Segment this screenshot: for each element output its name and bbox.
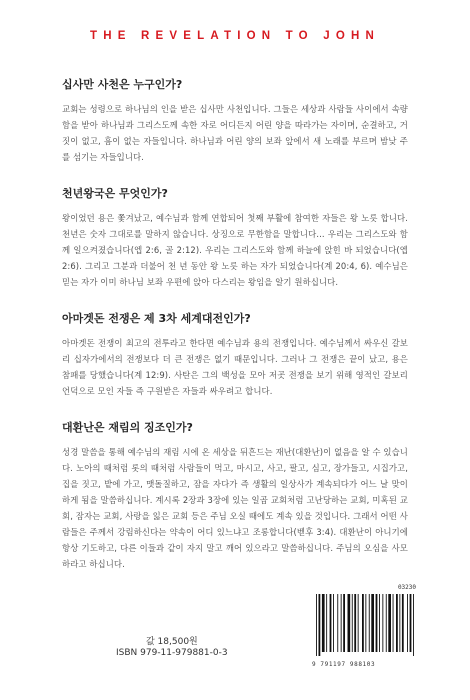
barcode bbox=[312, 586, 416, 668]
answer-paragraph: 왕이었던 용은 쫓겨났고, 예수님과 함께 연합되어 첫째 부활에 참여한 자들은 왕 노릇 합니다. 천년은 숫자 그대로를 말하지 않습니다. 상징으로 무한함을 말합니다… 우리는 그리스도와 함께 일으켜졌습니다(엡 2:6, 골 2:12). 우리는 그리스도와 함께 하늘에 앉힌 바 되었습니다(엡 2:6). 그리고 그분과 더불어 천 년 동안 왕 노릇 하는 자가 되었습니다(계 20:4, 6). 예수님은 믿는 자가 이미 하나님 보좌 우편에 앉아 다스리는 왕임을 알기 원하십니다. bbox=[62, 213, 408, 287]
barcode-addon-number: 03230 bbox=[397, 584, 416, 591]
question-heading: 천년왕국은 무엇인가? bbox=[62, 187, 168, 200]
qa-section-armageddon bbox=[62, 310, 408, 399]
answer-paragraph: 성경 말씀을 통해 예수님의 재림 시에 온 세상을 뒤흔드는 재난(대환난)이 없음을 알 수 있습니다. 노아의 때처럼 롯의 때처럼 사람들이 먹고, 마시고, 사고, 팔고, 심고, 장가들고, 시집가고, 집을 짓고, 밭에 가고, 맷돌질하고, 잠을 자다가 즉 생활의 일상사가 계속되다가 어느 날 맞이하게 됨을 말씀하십니다. 계시록 2장과 3장에 있는 일곱 교회처럼 고난당하는 교회, 미혹된 교회, 잠자는 교회, 사랑을 잃은 교회 등은 주님 오실 때에도 계속 있을 것입니다. 그래서 어떤 사람들은 주께서 강림하신다는 약속이 어디 있느냐고 조롱합니다(벧후 3:4). 대환난이 아니기에 항상 기도하고, 다른 이들과 같이 자지 말고 깨어 있으라고 말씀하십니다. 주님의 오심을 사모하라고 하십니다. bbox=[62, 447, 408, 569]
book-series-title: THE REVELATION TO JOHN bbox=[90, 30, 380, 42]
qa-section-144000 bbox=[62, 76, 408, 165]
qa-section-millennium bbox=[62, 185, 408, 290]
question-heading: 아마겟돈 전쟁은 제 3차 세계대전인가? bbox=[62, 312, 251, 325]
answer-paragraph: 교회는 성령으로 하나님의 인을 받은 십사만 사천입니다. 그들은 세상과 사람들 사이에서 속량함을 받아 하나님과 그리스도께 속한 자로 어디든지 어린 양을 따라가는 자이며, 순결하고, 거짓이 없고, 흠이 없는 자들입니다. 하나님과 어린 양의 보좌 앞에서 새 노래를 부르며 밤낮 주를 섬기는 자들입니다. bbox=[62, 104, 408, 162]
answer-paragraph: 아마겟돈 전쟁이 최고의 전투라고 한다면 예수님과 용의 전쟁입니다. 예수님께서 싸우신 갈보리 십자가에서의 전쟁보다 더 큰 전쟁은 없기 때문입니다. 그러나 그 전쟁은 끝이 났고, 용은 참패를 당했습니다(계 12:9). 사탄은 그의 백성을 모아 저곳 전쟁을 보기 위해 영적인 갈보리 언덕으로 모인 자들 즉 구원받은 자들과 싸우려고 합니다. bbox=[62, 338, 408, 396]
qa-section-tribulation bbox=[62, 419, 408, 572]
question-heading: 대환난은 재림의 징조인가? bbox=[62, 421, 193, 434]
back-cover-footer bbox=[116, 586, 416, 676]
price-label: 값 18,500원 bbox=[146, 637, 198, 647]
barcode-icon bbox=[312, 592, 416, 664]
isbn-label: ISBN 979-11-979881-0-3 bbox=[116, 648, 228, 658]
back-cover-content bbox=[62, 76, 408, 592]
question-heading: 십사만 사천은 누구인가? bbox=[62, 78, 183, 91]
barcode-digits: 9 791197 988103 bbox=[312, 661, 376, 668]
